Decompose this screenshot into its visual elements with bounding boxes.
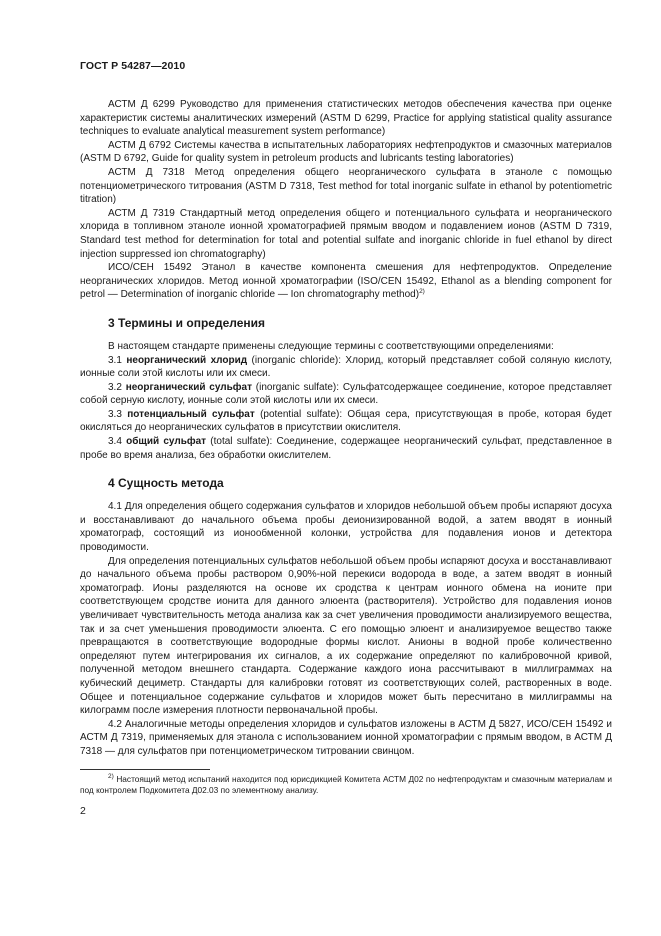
standard-header: ГОСТ Р 54287—2010: [80, 60, 186, 72]
reference-item: ИСО/СЕН 15492 Этанол в качестве компонента смешения для нефтепродуктов. Определение неорганических хлоридов. Метод ионной хроматографии (ISO/CEN 15492, Ethanol as a blending component for petrol — Determination of inorganic chloride — Ion chromatography method)$^{2)}$: [80, 262, 612, 301]
footnote-mark: 2): [419, 288, 425, 296]
section-4-title: 4 Сущность метода: [108, 476, 224, 491]
term-item: 3.4 общий сульфат (total sulfate): Соединение, содержащее неорганический сульфат, представленное в пробе во время анализа, без обработки окислителем.: [80, 436, 612, 461]
body-paragraph: Для определения потенциальных сульфатов небольшой объем пробы испаряют досуха и восстанавливают до начального объема пробы раствором 0,90%-ной перекиси водорода в воде, а затем вводят в ионный хроматограф. Ионы разделяются на основе их сродства к центрам ионного обмена на ионите при соответствующем сродстве ионита для данного элюента (растворителя). Устройство для подавления ионов увеличивает чувствительность метода анализа как за счет увеличения проводимости анализируемого вещества, так и за счет уменьшения проводимости элюента. С его помощью элюент и анализируемое вещество также превращаются в соответствующие водородные формы кислот. Анионы в водной пробе количественно определяют путем интегрирования их сигналов, а их содержание определяют по калибровочной кривой, полученной методом внешнего стандарта. Содержание каждого иона рассчитывают в миллиграммах на кубический дециметр. Стандарты для калибровки готовят из соответствующих солей, растворенных в воде. Общее и потенциальное содержание сульфатов и хлоридов может быть пересчитано в миллиграммы на килограмм после измерения плотности первоначальной пробы.: [80, 555, 612, 717]
references-list: [80, 98, 612, 302]
section-3-title: 3 Термины и определения: [108, 315, 266, 330]
reference-item: АСТМ Д 6792 Системы качества в испытательных лабораториях нефтепродуктов и смазочных материалов (ASTM D 6792, Guide for quality system in petroleum products and lubricants testing laboratories): [80, 139, 612, 165]
term-item: 3.3 потенциальный сульфат (potential sulfate): Общая сера, присутствующая в пробе, которая будет окисляться до неорганических сульфатов в присутствии окислителя.: [80, 408, 612, 434]
term-name: общий сульфат: [126, 436, 207, 448]
term-item: 3.2 неорганический сульфат (inorganic sulfate): Сульфатсодержащее соединение, которое представляет собой серную кислоту, ионные соли этой кислоты или их смеси.: [80, 381, 612, 407]
page-number: 2: [80, 804, 86, 817]
reference-item: АСТМ Д 7318 Метод определения общего неорганического сульфата в этаноле с помощью потенциометрического титрования (ASTM D 7318, Test method for total inorganic sulfate in ethanol by potentiometric titration): [80, 166, 612, 206]
term-name: неорганический хлорид: [126, 354, 248, 366]
section-3-intro: В настоящем стандарте применены следующие термины с соответствующими определениями:: [108, 340, 554, 352]
body-paragraph: 4.1 Для определения общего содержания сульфатов и хлоридов небольшой объем пробы испаряют досуха и восстанавливают до начального объема пробы деионизированной водой, а затем вводят в ионный хроматограф, состоящий из ионообменной колонки, устройства для подавления ионов и детектора проводимости.: [80, 501, 612, 554]
footnote-mark: 2): [108, 772, 114, 780]
footnote: $^{2)}$ Настоящий метод испытаний находится под юрисдикцией Комитета АСТМ Д02 по нефтепродуктам и смазочным материалам и под контролем Подкомитета Д02.03 по элементному анализу.: [80, 772, 612, 796]
body-paragraph: 4.2 Аналогичные методы определения хлоридов и сульфатов изложены в АСТМ Д 5827, ИСО/СЕН 15492 и АСТМ Д 7319, применяемых для этанола с использованием ионной хроматографии с прямым вводом, в АСТМ Д 7318 — для сульфатов при потенциометрическом титровании свинцом.: [80, 718, 612, 757]
term-name: неорганический сульфат: [125, 381, 252, 393]
reference-item: АСТМ Д 7319 Стандартный метод определения общего и потенциального сульфата и неорганического хлорида в топливном этаноле ионной хроматографией прямым вводом и подавлением ионов (ASTM D 7319, Standard test method for determination for total and potential sulfate and inorganic chloride in fuel ethanol by direct injection suppressed ion chromatography): [80, 207, 612, 260]
footnote-divider: [80, 769, 210, 770]
document-page: [80, 60, 612, 817]
reference-item: АСТМ Д 6299 Руководство для применения статистических методов обеспечения качества при оценке характеристик системы аналитических измерений (ASTM D 6299, Practice for applying statistical quality assurance techniques to evaluate analytical measurement system performance): [80, 99, 612, 138]
term-name: потенциальный сульфат: [127, 408, 255, 420]
term-item: 3.1 неорганический хлорид (inorganic chloride): Хлорид, который представляет собой соляную кислоту, ионные соли этой кислоты или их смеси.: [80, 354, 612, 380]
